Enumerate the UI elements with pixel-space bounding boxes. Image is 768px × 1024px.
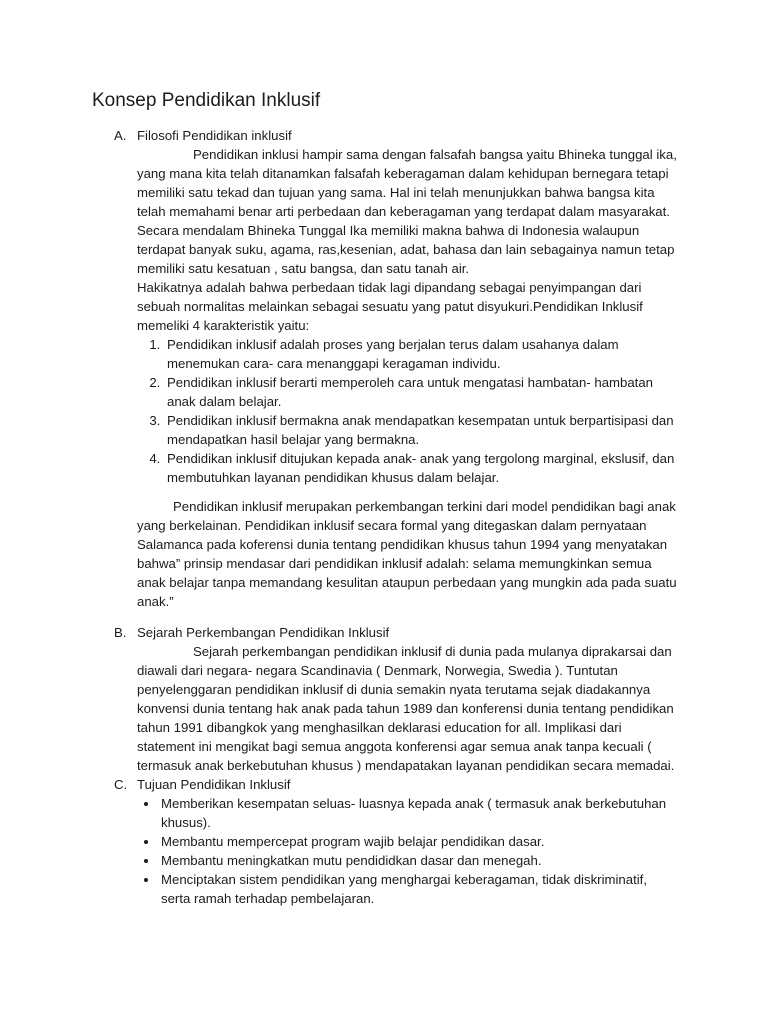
list-item: • Membantu mempercepat program wajib belajar pendidikan dasar. (159, 832, 678, 851)
list-item: 4. Pendidikan inklusif ditujukan kepada anak- anak yang tergolong marginal, ekslusif, dan membutuhkan layanan pendidikan khusus dalam belajar. (164, 449, 678, 487)
goals-list (137, 794, 678, 908)
characteristics-list (137, 335, 678, 487)
section-c-letter: C. (114, 777, 128, 792)
page-title: Konsep Pendidikan Inklusif (92, 90, 321, 111)
section-a-paragraph-3: Hakikatnya adalah bahwa perbedaan tidak lagi dipandang sebagai penyimpangan dari sebuah normalitas melainkan sebagai sesuatu yang patut disyukuri.Pendidikan Inklusif memeliki 4 karakteristik yaitu: (137, 280, 643, 333)
list-item: 3. Pendidikan inklusif bermakna anak mendapatkan kesempatan untuk berpartisipasi dan mendapatkan hasil belajar yang bermakna. (164, 411, 678, 449)
section-a-letter: A. (114, 128, 127, 143)
section-a (92, 126, 678, 611)
section-a-paragraph-2: Secara mendalam Bhineka Tunggal Ika memiliki makna bahwa di Indonesia walaupun terdapat banyak suku, agama, ras,kesenian, adat, bahasa dan lain sebagainya namun tetap memiliki satu kesatuan , satu bangsa, dan satu tanah air. (137, 223, 675, 276)
list-item: • Membantu meningkatkan mutu pendididkan dasar dan menegah. (159, 851, 678, 870)
section-b-letter: B. (114, 625, 127, 640)
section-c (92, 775, 678, 908)
section-b-paragraph-1: Sejarah perkembangan pendidikan inklusif di dunia pada mulanya diprakarsai dan diawali dari negara- negara Scandinavia ( Denmark, Norwegia, Swedia ). Tuntutan penyelenggaran pendidikan inklusif di dunia semakin nyata terutama sejak diadakannya konvensi dunia tentang hak anak pada tahun 1989 dan konferensi dunia tentang pendidikan tahun 1991 dibangkok yang menghasilkan deklarasi education for all. Implikasi dari statement ini mengikat bagi semua anggota konferensi agar semua anak tanpa kecuali ( termasuk anak berkebutuhan khusus ) mendapatakan layanan pendidikan secara memadai. (137, 644, 675, 773)
section-a-paragraph-4: Pendidikan inklusif merupakan perkembangan terkini dari model pendidikan bagi anak yang berkelainan. Pendidikan inklusif secara formal yang ditegaskan dalam pernyataan Salamanca pada koferensi dunia tentang pendidikan khusus tahun 1994 yang menyatakan bahwa” prinsip mendasar dari pendidikan inklusif adalah: selama memungkinkan semua anak belajar tanpa memandang kesulitan ataupun perbedaan yang mungkin ada pada suatu anak.” (137, 499, 677, 609)
section-b-heading: Sejarah Perkembangan Pendidikan Inklusif (137, 625, 390, 640)
section-c-heading: Tujuan Pendidikan Inklusif (137, 777, 291, 792)
list-item: • Menciptakan sistem pendidikan yang menghargai keberagaman, tidak diskriminatif, serta ramah terhadap pembelajaran. (159, 870, 678, 908)
list-item: 2. Pendidikan inklusif berarti memperoleh cara untuk mengatasi hambatan- hambatan anak dalam belajar. (164, 373, 678, 411)
section-a-heading: Filosofi Pendidikan inklusif (137, 128, 292, 143)
section-b (92, 623, 678, 775)
list-item: 1. Pendidikan inklusif adalah proses yang berjalan terus dalam usahanya dalam menemukan cara- cara menanggapi keragaman individu. (164, 335, 678, 373)
list-item: • Memberikan kesempatan seluas- luasnya kepada anak ( termasuk anak berkebutuhan khusus). (159, 794, 678, 832)
section-a-paragraph-1: Pendidikan inklusi hampir sama dengan falsafah bangsa yaitu Bhineka tunggal ika, yang mana kita telah ditanamkan falsafah keberagaman dalam kehidupan bernegara tetapi memiliki satu tekad dan tujuan yang sama. Hal ini telah menunjukkan bahwa bangsa kita telah memahami benar arti perbedaan dan keberagaman yang terdapat dalam masyarakat. (137, 147, 677, 219)
